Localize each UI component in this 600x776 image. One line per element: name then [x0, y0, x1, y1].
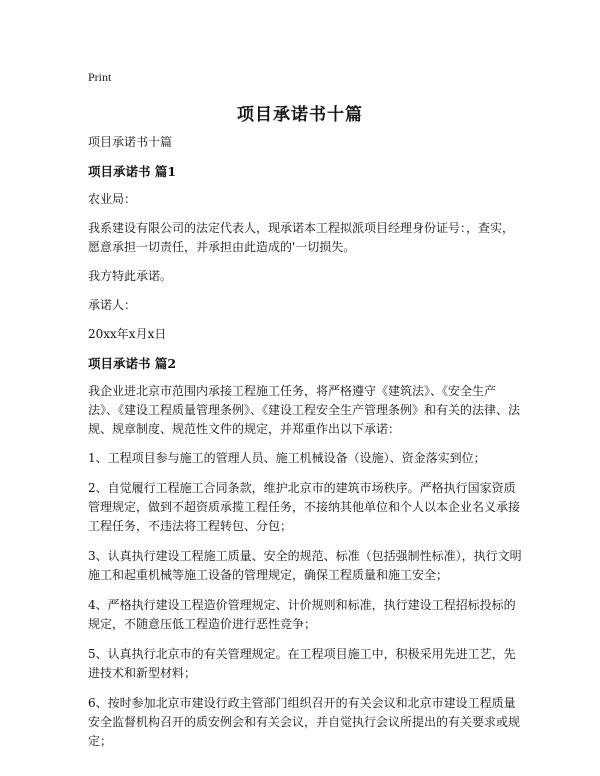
section-2-item: 1、工程项目参与施工的管理人员、施工机械设备（设施）、资金落实到位； [88, 451, 486, 465]
section-1-date: 20xx年x月x日 [88, 327, 167, 341]
section-2-item: 6、按时参加北京市建设行政主管部门组织召开的有关会议和北京市建设工程质量安全监督机构召开的质安例会和有关会议，并自觉执行会议所提出的有关要求或规定； [88, 696, 521, 748]
section-1-paragraph: 承诺人： [88, 298, 137, 312]
page-title: 项目承诺书十篇 [237, 105, 363, 125]
section-2-item: 3、认真执行建设工程施工质量、安全的规范、标准（包括强制性标准），执行文明施工和起重机械等施工设备的管理规定，确保工程质量和施工安全； [88, 549, 522, 582]
section-1-paragraph: 我系建设有限公司的法定代表人，现承诺本工程拟派项目经理身份证号：，查实，愿意承担一切责任，并承担由此造成的'一切损失。 [88, 221, 515, 254]
section-2-heading: 项目承诺书 篇2 [88, 356, 177, 371]
section-1-heading: 项目承诺书 篇1 [88, 164, 177, 179]
section-2-intro: 我企业进北京市范围内承接工程施工任务，将严格遵守《建筑法》、《安全生产法》、《建设工程质量管理条例》、《建设工程安全生产管理条例》和有关的法律、法规、规章制度、规范性文件的规定，并郑重作出以下承诺： [88, 384, 521, 436]
section-2-item: 5、认真执行北京市的有关管理规定。在工程项目施工中，积极采用先进工艺，先进技术和新型材料； [88, 647, 516, 680]
section-1-paragraph: 我方特此承诺。 [88, 269, 173, 283]
section-2-item: 2、自觉履行工程施工合同条款，维护北京市的建筑市场秩序。严格执行国家资质管理规定，做到不超资质承揽工程任务，不接纳其他单位和个人以本企业名义承接工程任务，不违法将工程转包、分包； [88, 481, 521, 533]
section-2-item: 4、严格执行建设工程造价管理规定、计价规则和标准，执行建设工程招标投标的规定，不随意压低工程造价进行恶性竞争； [88, 598, 516, 631]
document-subtitle: 项目承诺书十篇 [88, 135, 173, 149]
document-body [88, 133, 524, 762]
print-label[interactable]: Print [88, 70, 112, 84]
section-1-paragraph: 农业局： [88, 192, 137, 206]
